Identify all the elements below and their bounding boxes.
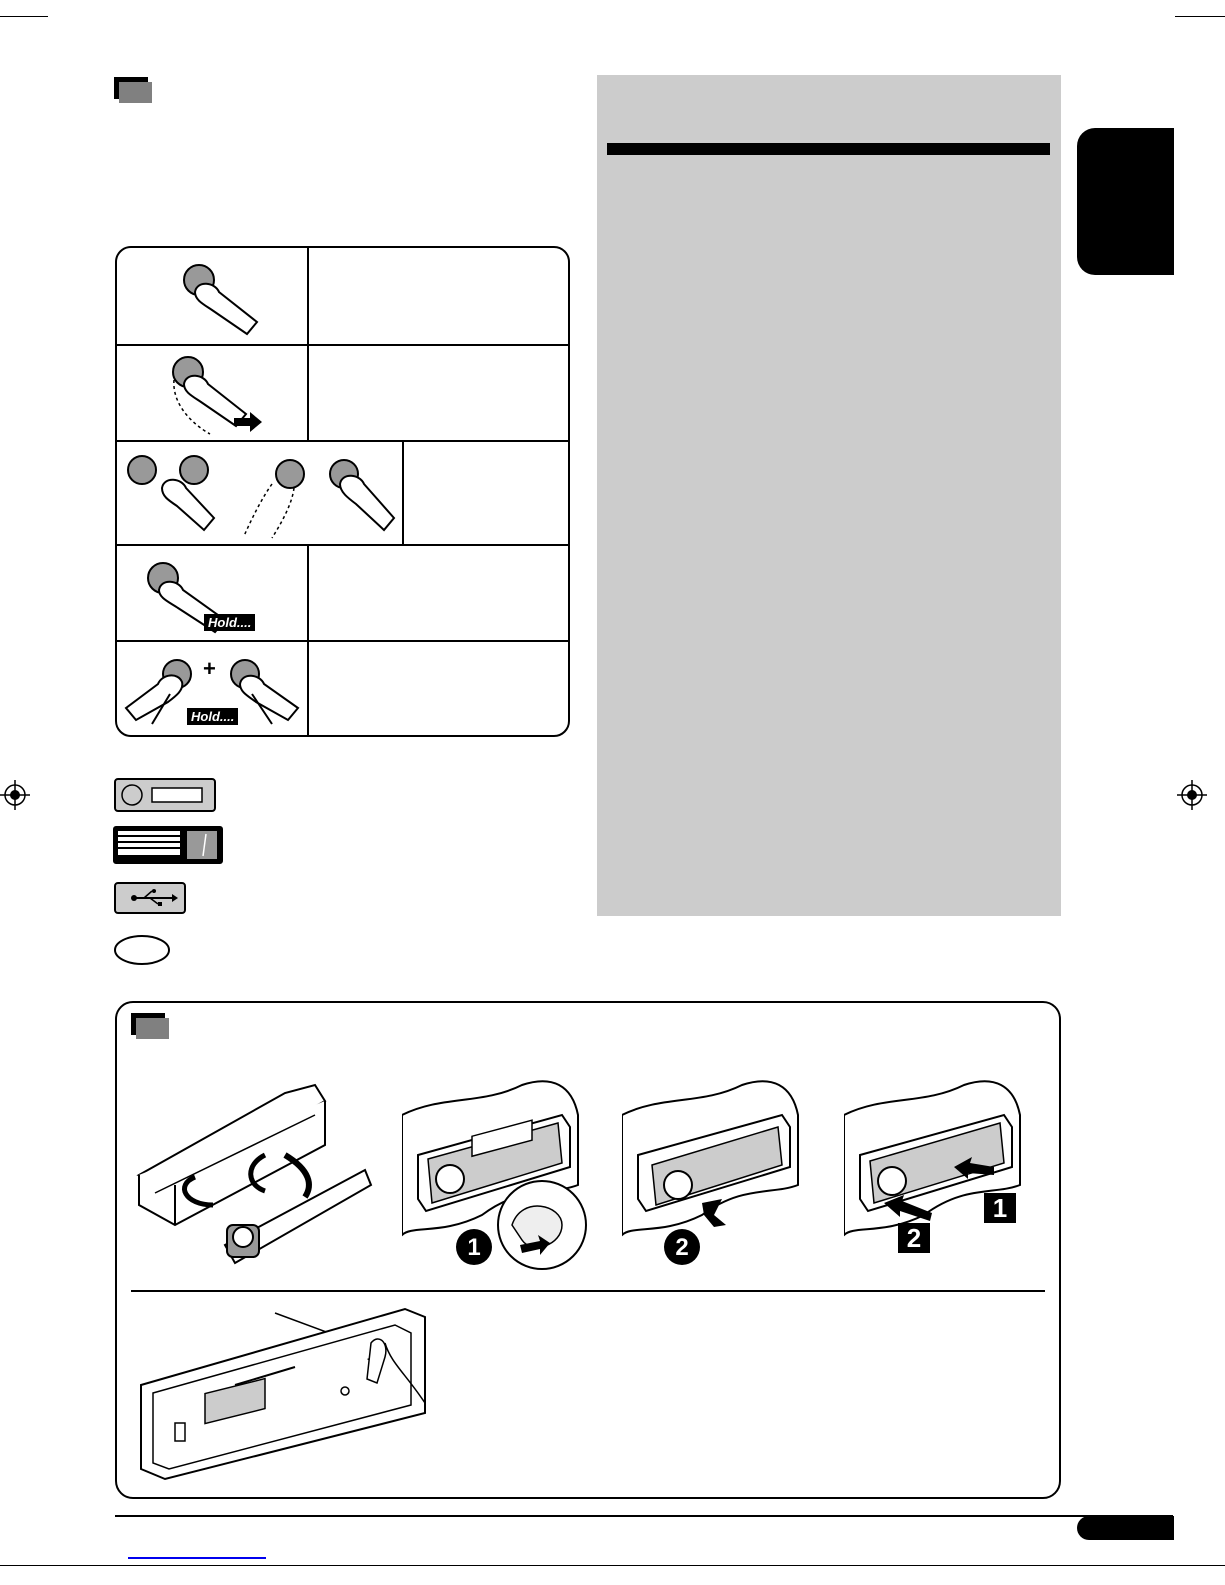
registration-mark-left bbox=[0, 780, 30, 810]
ext-device-oval-icon bbox=[113, 934, 173, 968]
section-marker-icon-2 bbox=[131, 1013, 169, 1039]
hold-label-2: Hold.... bbox=[187, 708, 238, 725]
step-1-badge-a: 1 bbox=[467, 1234, 481, 1261]
footer-rule bbox=[115, 1515, 1173, 1517]
step-2-badge-b: 2 bbox=[906, 1223, 922, 1253]
step-2-badge-a: 2 bbox=[675, 1234, 689, 1261]
op-row-press bbox=[117, 248, 568, 346]
bottom-link-underline bbox=[128, 1557, 266, 1559]
caution-panel-rule bbox=[607, 143, 1050, 155]
attach-illustration bbox=[844, 1075, 1044, 1275]
button-operations-table bbox=[115, 246, 570, 737]
detach-step2-illustration bbox=[622, 1075, 812, 1275]
detach-step1-illustration bbox=[402, 1075, 592, 1275]
usb-icon bbox=[114, 882, 188, 916]
panel-case-illustration bbox=[135, 1075, 375, 1275]
step-1-badge-b: 1 bbox=[992, 1193, 1008, 1223]
section-marker-icon bbox=[114, 77, 152, 103]
plus-sign: + bbox=[203, 656, 216, 681]
registration-mark-right bbox=[1177, 780, 1207, 810]
crop-mark-top-left bbox=[0, 16, 48, 17]
finger-slide-icon bbox=[162, 354, 272, 436]
op-row-slide bbox=[117, 346, 568, 442]
op-row-hold-both bbox=[117, 642, 568, 737]
crop-mark-top-right bbox=[1175, 16, 1225, 17]
panel-rear-illustration bbox=[135, 1303, 445, 1483]
op-row-hold bbox=[117, 546, 568, 642]
op-row-repeat bbox=[117, 442, 568, 546]
language-tab bbox=[1077, 128, 1174, 275]
caution-panel bbox=[597, 75, 1061, 916]
hold-label: Hold.... bbox=[204, 614, 255, 631]
cd-changer-icon bbox=[113, 826, 225, 866]
finger-press-icon bbox=[167, 262, 277, 342]
page-number-tab bbox=[1077, 1516, 1174, 1540]
finger-repeat-icon bbox=[122, 448, 402, 542]
cd-player-icon bbox=[114, 778, 218, 814]
detach-section-divider bbox=[131, 1290, 1045, 1292]
crop-mark-bottom-rule bbox=[0, 1565, 1225, 1566]
detach-panel-section bbox=[115, 1001, 1061, 1499]
